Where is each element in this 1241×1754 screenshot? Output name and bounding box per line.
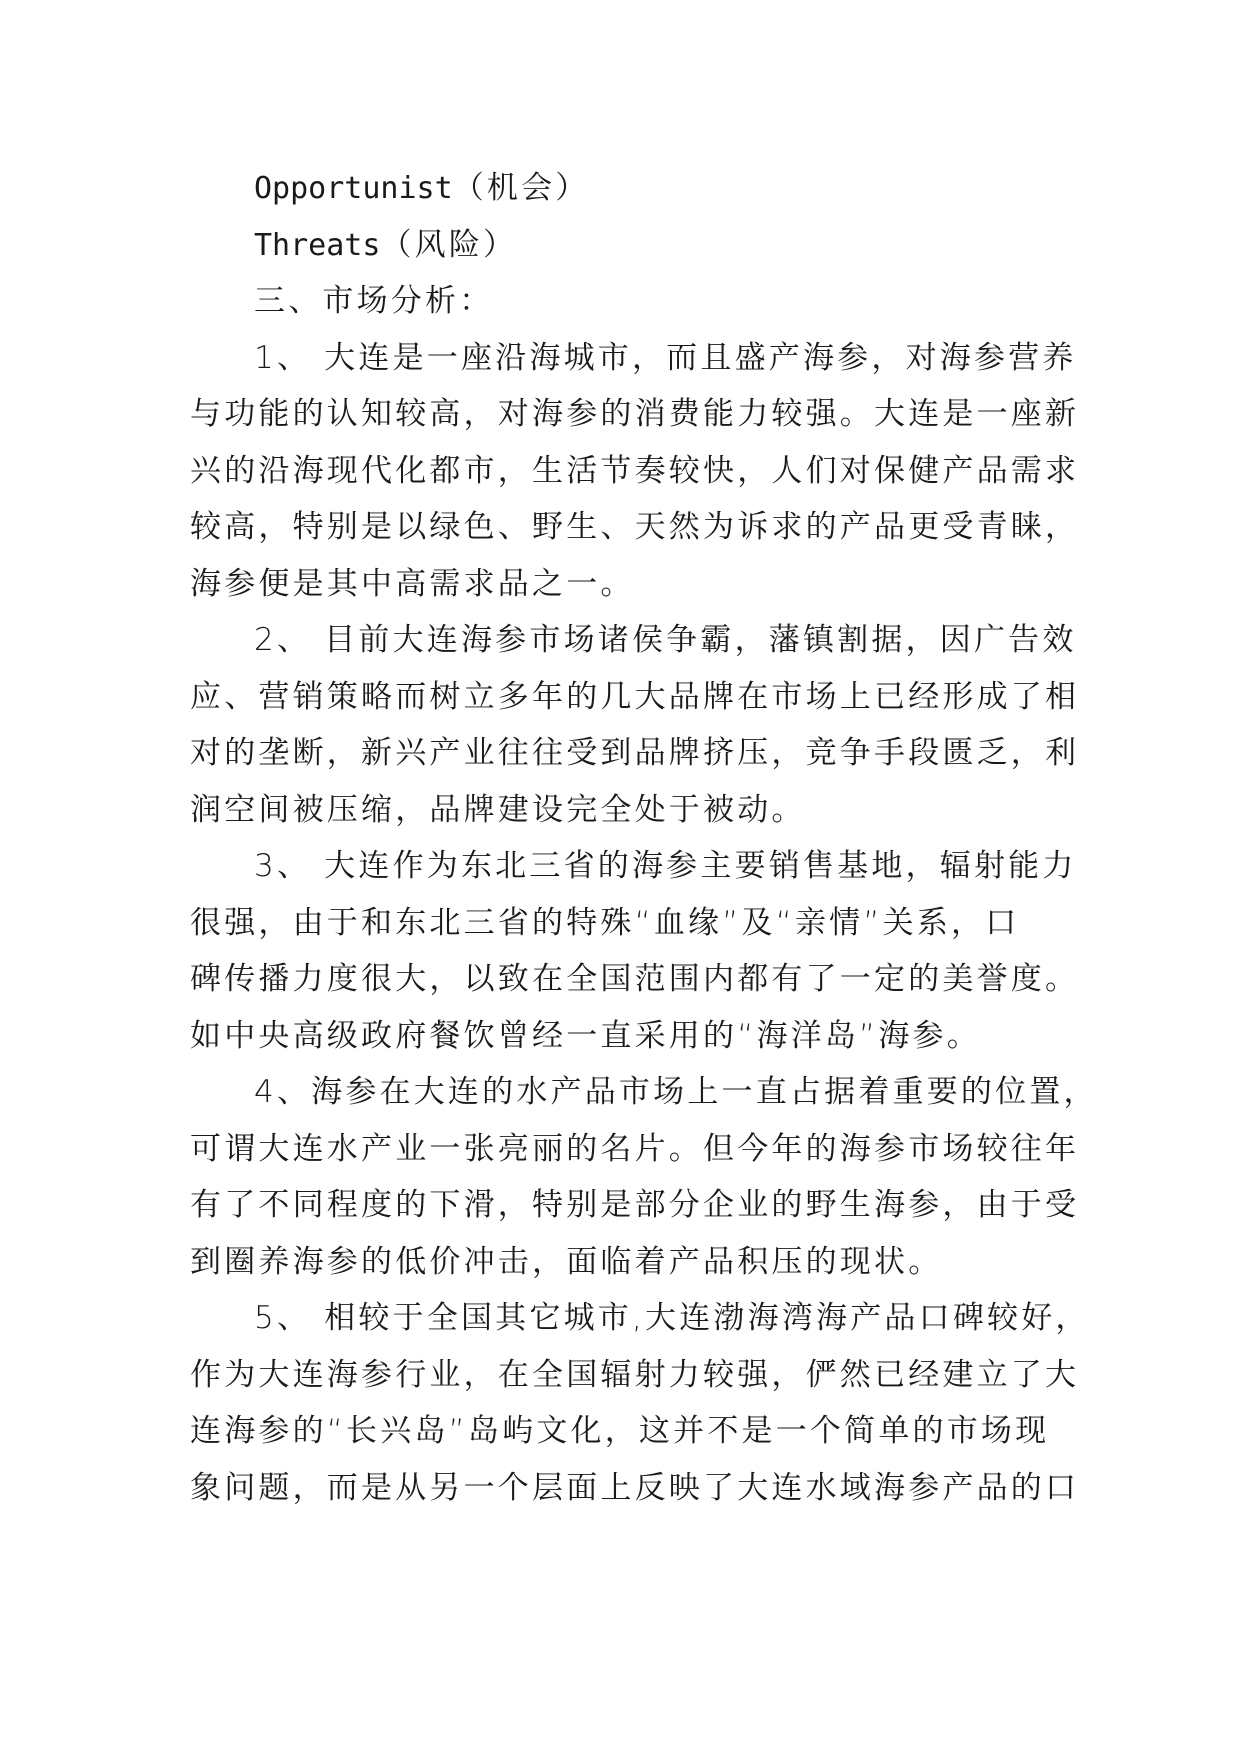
text-line: 4、海参在大连的水产品市场上一直占据着重要的位置， [254,1074,1098,1110]
text-line: 海参便是其中高需求品之一。 [190,565,635,602]
text-line: 连海参的“长兴岛”岛屿文化，这并不是一个简单的市场现 [190,1413,1050,1449]
text-line: 2、 目前大连海参市场诸侯争霸，藩镇割据，因广告效 [254,622,1077,658]
text-line: 应、营销策略而树立多年的几大品牌在市场上已经形成了相 [190,678,1080,715]
text-line: 对的垄断，新兴产业往往受到品牌挤压，竞争手段匮乏，利 [190,735,1080,771]
text-line-cjk: （风险） [380,226,518,263]
text-line: 可谓大连水产业一张亮丽的名片。但今年的海参市场较往年 [190,1130,1080,1167]
text-line: 较高，特别是以绿色、野生、天然为诉求的产品更受青睐， [190,509,1080,545]
text-line: 兴的沿海现代化都市，生活节奏较快，人们对保健产品需求 [190,452,1080,489]
text-line [190,217,1052,274]
text-line: 碑传播力度很大，以致在全国范围内都有了一定的美誉度。 [190,961,1080,997]
text-line-latin: Opportunist [254,171,453,206]
document-page [190,160,1098,1516]
text-line: 5、 相较于全国其它城市,大连渤海湾海产品口碑较好， [254,1300,1090,1336]
text-line: 润空间被压缩，品牌建设完全处于被动。 [190,791,806,828]
text-line: 如中央高级政府餐饮曾经一直采用的“海洋岛”海参。 [190,1017,981,1054]
text-line: 象问题，而是从另一个层面上反映了大连水域海参产品的口 [190,1469,1080,1506]
section-heading: 三、市场分析： [254,283,494,319]
text-line [190,160,1052,217]
text-line-cjk: （机会） [452,170,590,206]
text-line: 作为大连海参行业，在全国辐射力较强，俨然已经建立了大 [190,1356,1080,1393]
text-line: 很强，由于和东北三省的特殊“血缘”及“亲情”关系，口 [190,904,1020,941]
text-line: 3、 大连作为东北三省的海参主要销售基地，辐射能力 [254,848,1077,884]
text-line: 有了不同程度的下滑，特别是部分企业的野生海参，由于受 [190,1187,1080,1223]
text-line: 1、 大连是一座沿海城市，而且盛产海参，对海参营养 [254,339,1077,376]
text-line-latin: Threats [254,227,381,263]
text-line: 与功能的认知较高，对海参的消费能力较强。大连是一座新 [190,396,1080,432]
text-line: 到圈养海参的低价冲击，面临着产品积压的现状。 [190,1243,943,1280]
